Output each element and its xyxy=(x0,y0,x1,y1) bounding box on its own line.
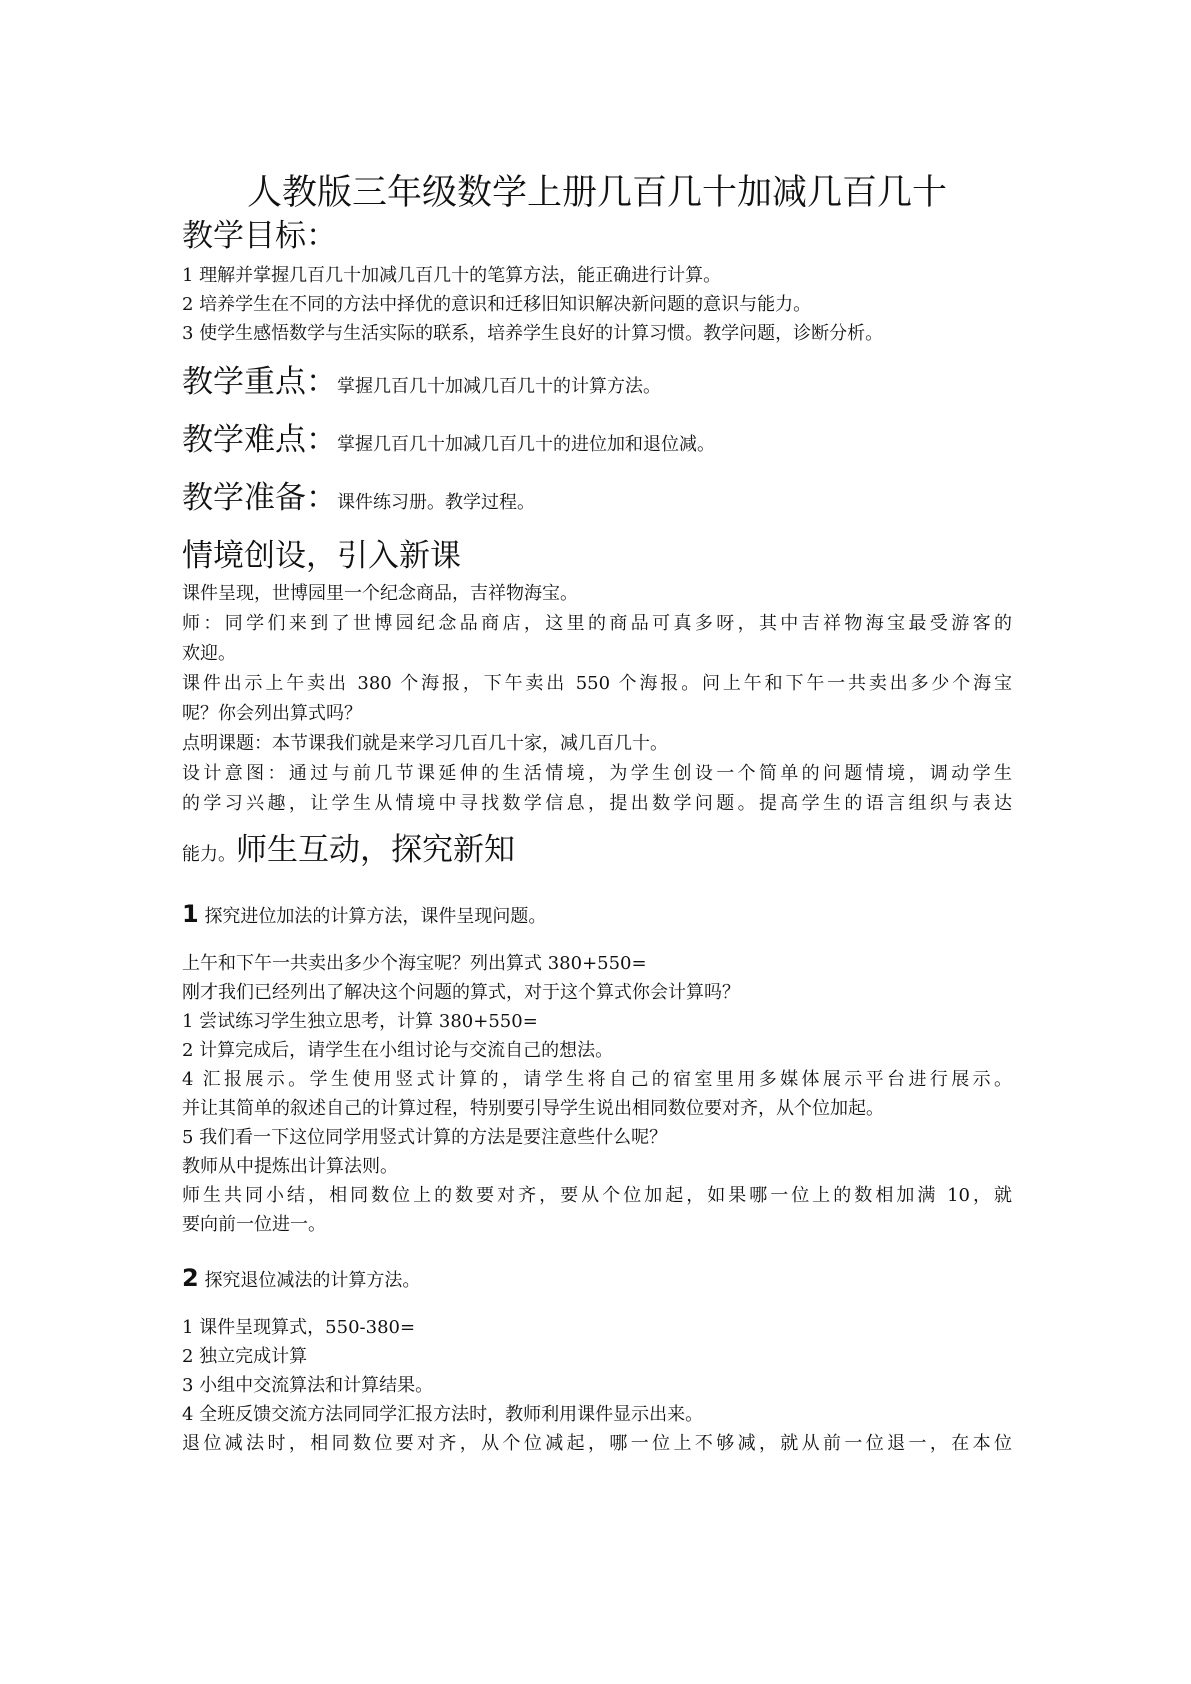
part1-line: 1 尝试练习学生独立思考，计算 380+550= xyxy=(182,1011,538,1032)
section1-line: 课件出示上午卖出 380 个海报，下午卖出 550 个海报。问上午和下午一共卖出多少个海宝 xyxy=(182,673,1012,694)
objective-line: 2 培养学生在不同的方法中择优的意识和迁移旧知识解决新问题的意识与能力。 xyxy=(182,294,812,315)
part2-number: 2 xyxy=(182,1264,199,1292)
part1-line: 并让其简单的叙述自己的计算过程，特别要引导学生说出相同数位要对齐，从个位加起。 xyxy=(182,1098,884,1119)
part1-line: 4 汇报展示。学生使用竖式计算的，请学生将自己的宿室里用多媒体展示平台进行展示。 xyxy=(182,1069,1012,1090)
preparation-row xyxy=(182,478,535,523)
section1-last-line: 能力。 xyxy=(182,844,236,865)
objective-line: 1 理解并掌握几百几十加减几百几十的笔算方法，能正确进行计算。 xyxy=(182,265,722,286)
objectives-heading: 教学目标： xyxy=(182,218,337,254)
part1-line: 5 我们看一下这位同学用竖式计算的方法是要注意些什么呢？ xyxy=(182,1127,668,1148)
part1-heading xyxy=(182,898,1012,933)
key-points-label: 教学重点： xyxy=(182,364,337,400)
difficulties-row xyxy=(182,420,715,465)
section1-line: 的学习兴趣，让学生从情境中寻找数学信息，提出数学问题。提高学生的语言组织与表达 xyxy=(182,793,1012,814)
difficulties-label: 教学难点： xyxy=(182,422,337,458)
key-points-text: 掌握几百几十加减几百几十的计算方法。 xyxy=(337,376,661,397)
section2-heading-row xyxy=(182,830,1012,875)
section1-heading: 情境创设，引入新课 xyxy=(182,538,461,574)
preparation-text: 课件练习册。教学过程。 xyxy=(337,492,535,513)
document-title: 人教版三年级数学上册几百几十加减几百几十 xyxy=(246,173,947,213)
part2-heading xyxy=(182,1262,1012,1297)
part1-line: 教师从中提炼出计算法则。 xyxy=(182,1156,398,1177)
section1-line: 欢迎。 xyxy=(182,643,236,664)
part1-line: 要向前一位进一。 xyxy=(182,1214,326,1235)
part2-line: 3 小组中交流算法和计算结果。 xyxy=(182,1375,434,1396)
part1-number: 1 xyxy=(182,900,199,928)
section1-line: 师：同学们来到了世博园纪念品商店，这里的商品可真多呀，其中吉祥物海宝最受游客的 xyxy=(182,613,1012,634)
difficulties-text: 掌握几百几十加减几百几十的进位加和退位减。 xyxy=(337,434,715,455)
section1-line: 课件呈现，世博园里一个纪念商品，吉祥物海宝。 xyxy=(182,583,578,604)
objective-line: 3 使学生感悟数学与生活实际的联系，培养学生良好的计算习惯。教学问题，诊断分析。 xyxy=(182,323,884,344)
preparation-label: 教学准备： xyxy=(182,480,337,516)
part2-line: 退位减法时，相同数位要对齐，从个位减起，哪一位上不够减，就从前一位退一，在本位 xyxy=(182,1433,1012,1454)
part1-title: 探究进位加法的计算方法，课件呈现问题。 xyxy=(204,906,547,927)
key-points-row xyxy=(182,362,661,407)
section1-line: 呢？你会列出算式吗？ xyxy=(182,703,362,724)
section2-heading: 师生互动，探究新知 xyxy=(236,832,515,868)
section1-line: 设计意图：通过与前几节课延伸的生活情境，为学生创设一个简单的问题情境，调动学生 xyxy=(182,763,1012,784)
section1-line: 点明课题：本节课我们就是来学习几百几十家，减几百几十。 xyxy=(182,733,668,754)
part2-line: 4 全班反馈交流方法同同学汇报方法时，教师利用课件显示出来。 xyxy=(182,1404,704,1425)
part2-line: 2 独立完成计算 xyxy=(182,1346,308,1367)
part2-line: 1 课件呈现算式，550-380= xyxy=(182,1317,416,1338)
part1-line: 上午和下午一共卖出多少个海宝呢？列出算式 380+550= xyxy=(182,953,647,974)
part1-line: 2 计算完成后，请学生在小组讨论与交流自己的想法。 xyxy=(182,1040,614,1061)
part1-line: 刚才我们已经列出了解决这个问题的算式，对于这个算式你会计算吗？ xyxy=(182,982,740,1003)
part1-line: 师生共同小结，相同数位上的数要对齐，要从个位加起，如果哪一位上的数相加满 10，就 xyxy=(182,1185,1012,1206)
part2-title: 探究退位减法的计算方法。 xyxy=(204,1270,421,1291)
